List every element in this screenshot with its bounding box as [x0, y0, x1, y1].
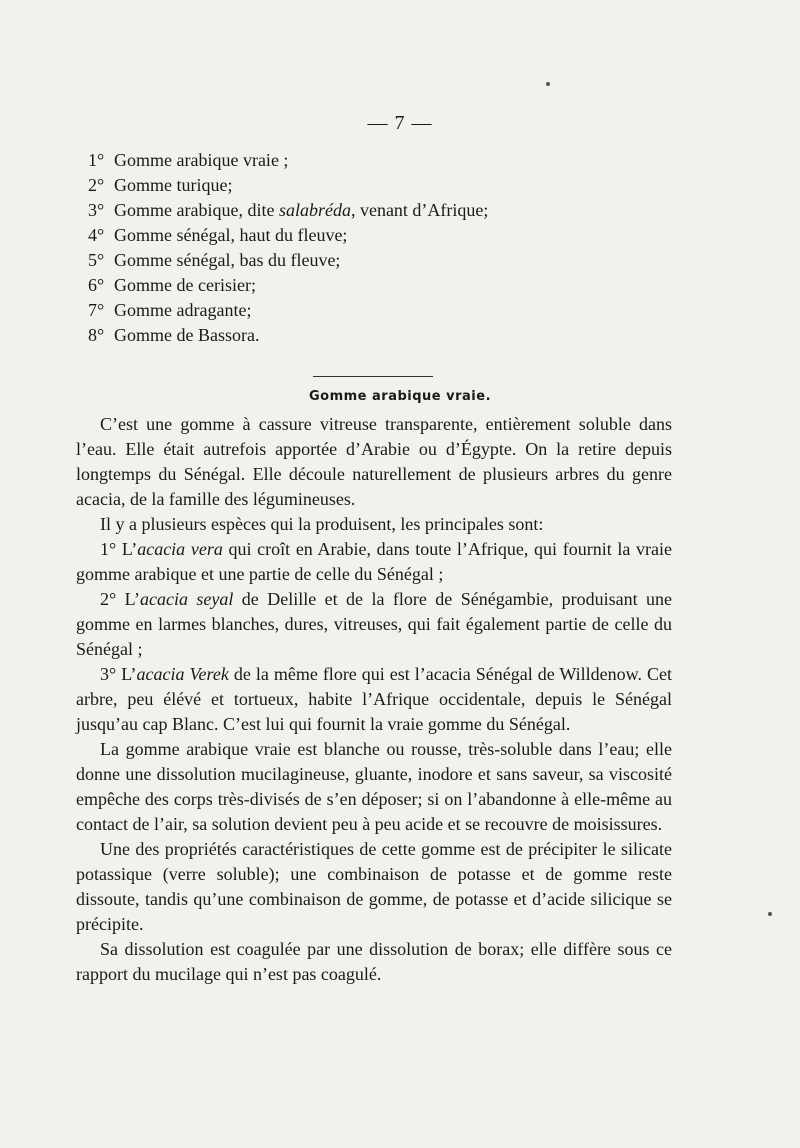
gum-list	[88, 148, 488, 348]
list-item: 1° Gomme arabique vraie ;	[88, 150, 289, 170]
section-heading: Gomme arabique vraie.	[308, 389, 492, 404]
list-item: 6° Gomme de cerisier;	[88, 275, 256, 295]
paragraph: Il y a plusieurs espèces qui la produisent, les principales sont:	[100, 514, 544, 534]
list-item: 2° Gomme turique;	[88, 175, 233, 195]
paragraph: La gomme arabique vraie est blanche ou rousse, très-soluble dans l’eau; elle donne une dissolution mucilagineuse, gluante, inodore et sans saveur, sa viscosité empêche des corps très-divisés de s’en déposer; si on l’abandonne à elle-même au contact de l’air, sa solution devient peu à peu acide et se recouvre de moisissures.	[76, 739, 672, 834]
species-item: 3° L’acacia Verek de la même flore qui est l’acacia Sénégal de Willdenow. Cet arbre, peu élévé et tortueux, habite l’Afrique occidentale, depuis le Sénégal jusqu’au cap Blanc. C’est lui qui fournit la vraie gomme du Sénégal.	[76, 664, 672, 734]
section-divider	[313, 376, 433, 377]
paragraph: Une des propriétés caractéristiques de cette gomme est de précipiter le silicate potassique (verre soluble); une combinaison de potasse et de gomme reste dissoute, tandis qu’une combinaison de gomme, de potasse et d’acide silicique se précipite.	[76, 839, 672, 934]
paragraph: Sa dissolution est coagulée par une dissolution de borax; elle diffère sous ce rapport du mucilage qui n’est pas coagulé.	[76, 939, 672, 984]
species-item: 1° L’acacia vera qui croît en Arabie, dans toute l’Afrique, qui fournit la vraie gomme arabique et une partie de celle du Sénégal ;	[76, 539, 672, 584]
paragraph: C’est une gomme à cassure vitreuse transparente, entièrement soluble dans l’eau. Elle était autrefois apportée d’Arabie ou d’Égypte. On la retire depuis longtemps du Sénégal. Elle découle naturellement de plusieurs arbres du genre acacia, de la famille des légumineuses.	[76, 414, 672, 509]
list-item: 7° Gomme adragante;	[88, 300, 252, 320]
ink-speck	[546, 82, 550, 86]
list-item: 5° Gomme sénégal, bas du fleuve;	[88, 250, 341, 270]
species-item: 2° L’acacia seyal de Delille et de la flore de Sénégambie, produisant une gomme en larmes blanches, dures, vitreuses, qui fait également partie de celle du Sénégal ;	[76, 589, 673, 659]
list-item: 8° Gomme de Bassora.	[88, 325, 260, 345]
body-text	[76, 412, 672, 987]
page-number: — 7 —	[367, 112, 433, 134]
list-item: 3° Gomme arabique, dite salabréda, venant d’Afrique;	[88, 200, 489, 220]
ink-speck	[768, 912, 772, 916]
list-item: 4° Gomme sénégal, haut du fleuve;	[88, 225, 348, 245]
